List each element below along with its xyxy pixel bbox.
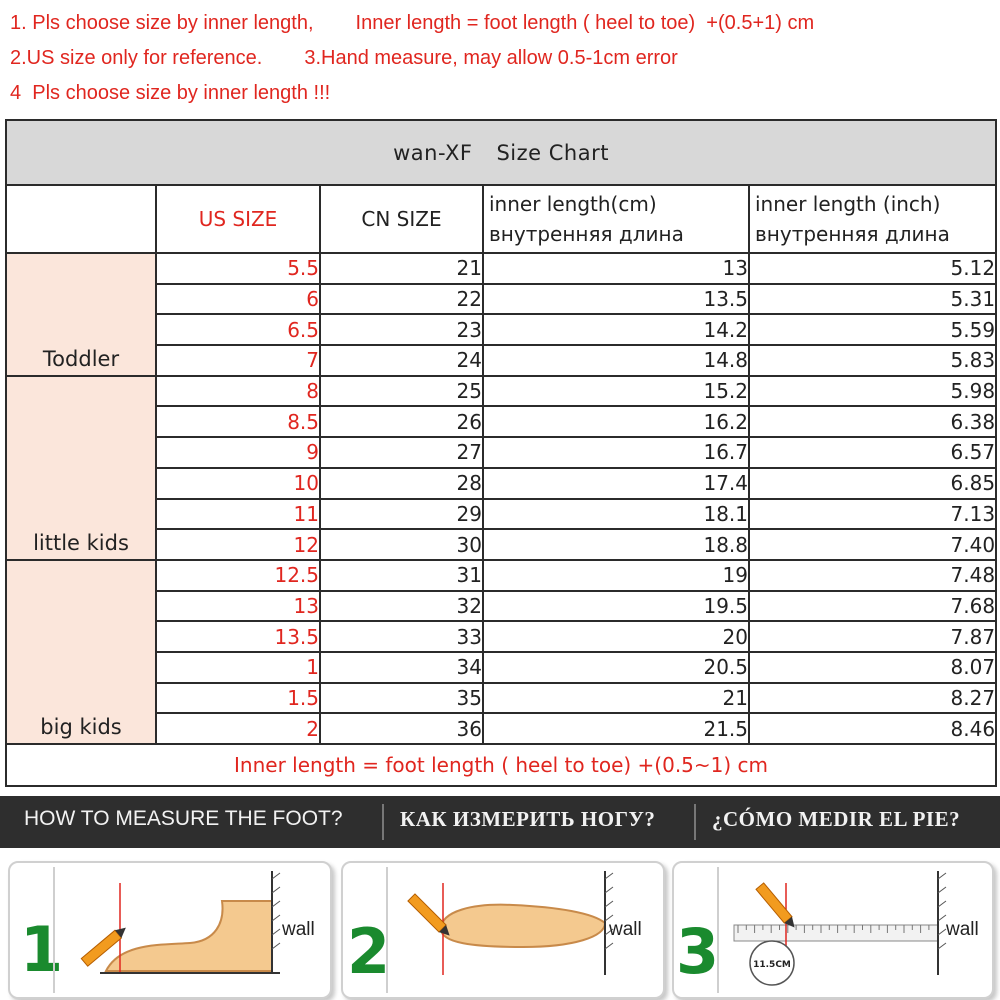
banner-title-ru: КАК ИЗМЕРИТЬ НОГУ? [400, 807, 656, 831]
inner-length-cm-cell: 19 [483, 560, 749, 591]
cn-size-cell: 36 [320, 713, 483, 744]
cn-size-cell: 22 [320, 284, 483, 315]
us-size-cell: 8 [156, 376, 320, 407]
wall-label: wall [282, 919, 315, 940]
inner-length-cm-cell: 18.1 [483, 499, 749, 530]
banner-title-es: ¿CÓMO MEDIR EL PIE? [712, 807, 961, 831]
chart-title-row [6, 120, 996, 185]
instruction-2: 2.US size only for reference. [10, 47, 263, 69]
size-chart [5, 119, 995, 787]
inner-length-inch-cell: 6.38 [749, 406, 996, 437]
us-size-cell: 9 [156, 437, 320, 468]
inner-length-cm-cell: 20.5 [483, 652, 749, 683]
cn-size-cell: 23 [320, 314, 483, 345]
foot-side-icon [106, 901, 272, 971]
chart-title-text: Size Chart [496, 140, 609, 165]
inner-length-cm-cell: 17.4 [483, 468, 749, 499]
wall-hatch-icon [272, 873, 280, 949]
cn-size-cell: 35 [320, 683, 483, 714]
inner-length-inch-cell: 8.07 [749, 652, 996, 683]
cn-size-cell: 34 [320, 652, 483, 683]
us-size-cell: 13 [156, 591, 320, 622]
instruction-line-3: 4 Pls choose size by inner length !!! [10, 82, 331, 104]
cn-size-cell: 31 [320, 560, 483, 591]
how-to-measure-banner [0, 796, 1000, 848]
instruction-line-2 [10, 47, 678, 70]
header-cm-ru: внутренняя длина [489, 222, 684, 246]
header-cn-size: CN SIZE [320, 185, 483, 253]
inner-length-cm-cell: 21 [483, 683, 749, 714]
us-size-cell: 1 [156, 652, 320, 683]
us-size-cell: 6 [156, 284, 320, 315]
header-inch-ru: внутренняя длина [755, 222, 950, 246]
inner-length-cm-cell: 20 [483, 621, 749, 652]
inner-length-inch-cell: 5.98 [749, 376, 996, 407]
header-inch-en: inner length (inch) [755, 192, 941, 216]
us-size-cell: 6.5 [156, 314, 320, 345]
instruction-1: 1. Pls choose size by inner length, [10, 12, 314, 34]
pencil-icon [756, 883, 798, 931]
chart-brand: wan-XF [393, 140, 473, 165]
chart-footer-formula: Inner length = foot length ( heel to toe) +(0.5~1) cm [6, 744, 996, 786]
step-number-1: 1 [20, 913, 64, 986]
chart-footer-row [6, 744, 996, 786]
header-blank-cell [6, 185, 156, 253]
inner-length-cm-cell: 14.8 [483, 345, 749, 376]
inner-length-cm-cell: 13 [483, 253, 749, 284]
measure-step-1 [8, 861, 332, 999]
wall-label: wall [609, 919, 642, 940]
cn-size-cell: 33 [320, 621, 483, 652]
banner-title-en: HOW TO MEASURE THE FOOT? [24, 807, 343, 830]
inner-length-inch-cell: 8.46 [749, 713, 996, 744]
instruction-1-formula: Inner length = foot length ( heel to toe) +(0.5+1) cm [355, 12, 815, 34]
chart-header-row [6, 185, 996, 253]
cn-size-cell: 29 [320, 499, 483, 530]
cn-size-cell: 28 [320, 468, 483, 499]
header-cm-en: inner length(cm) [489, 192, 657, 216]
us-size-cell: 12.5 [156, 560, 320, 591]
us-size-cell: 12 [156, 529, 320, 560]
cn-size-cell: 24 [320, 345, 483, 376]
us-size-cell: 10 [156, 468, 320, 499]
us-size-cell: 5.5 [156, 253, 320, 284]
cn-size-cell: 32 [320, 591, 483, 622]
inner-length-cm-cell: 14.2 [483, 314, 749, 345]
inner-length-cm-cell: 16.2 [483, 406, 749, 437]
header-us-size: US SIZE [156, 185, 320, 253]
inner-length-inch-cell: 5.83 [749, 345, 996, 376]
banner-divider [694, 804, 696, 840]
measure-step-3 [672, 861, 994, 999]
inner-length-inch-cell: 6.57 [749, 437, 996, 468]
instruction-line-1 [10, 12, 814, 35]
inner-length-inch-cell: 7.40 [749, 529, 996, 560]
inner-length-inch-cell: 6.85 [749, 468, 996, 499]
foot-top-icon [441, 905, 605, 947]
ruler-icon [734, 925, 938, 941]
cn-size-cell: 25 [320, 376, 483, 407]
cn-size-cell: 21 [320, 253, 483, 284]
us-size-cell: 13.5 [156, 621, 320, 652]
us-size-cell: 11 [156, 499, 320, 530]
instruction-3: 3.Hand measure, may allow 0.5-1cm error [304, 47, 678, 69]
size-chart-table [5, 119, 997, 787]
inner-length-inch-cell: 7.48 [749, 560, 996, 591]
inner-length-cm-cell: 15.2 [483, 376, 749, 407]
inner-length-cm-cell: 13.5 [483, 284, 749, 315]
age-group-label: big kids [6, 560, 156, 744]
inner-length-inch-cell: 7.13 [749, 499, 996, 530]
inner-length-cm-cell: 19.5 [483, 591, 749, 622]
inner-length-inch-cell: 8.27 [749, 683, 996, 714]
table-row [6, 560, 996, 591]
inner-length-cm-cell: 18.8 [483, 529, 749, 560]
table-row [6, 376, 996, 407]
header-inner-length-cm [483, 185, 749, 253]
measure-step-2 [341, 861, 665, 999]
inner-length-cm-cell: 21.5 [483, 713, 749, 744]
inner-length-cm-cell: 16.7 [483, 437, 749, 468]
banner-divider [382, 804, 384, 840]
step-3-illustration [674, 863, 992, 997]
age-group-label: little kids [6, 376, 156, 560]
step-number-2: 2 [347, 915, 391, 988]
inner-length-inch-cell: 5.12 [749, 253, 996, 284]
inner-length-inch-cell: 5.31 [749, 284, 996, 315]
us-size-cell: 7 [156, 345, 320, 376]
step-number-3: 3 [676, 915, 720, 988]
us-size-cell: 8.5 [156, 406, 320, 437]
header-inner-length-inch [749, 185, 996, 253]
us-size-cell: 1.5 [156, 683, 320, 714]
cn-size-cell: 30 [320, 529, 483, 560]
us-size-cell: 2 [156, 713, 320, 744]
age-group-label: Toddler [6, 253, 156, 376]
cn-size-cell: 26 [320, 406, 483, 437]
ruler-reading: 11.5CM [753, 960, 791, 970]
inner-length-inch-cell: 5.59 [749, 314, 996, 345]
table-row [6, 253, 996, 284]
cn-size-cell: 27 [320, 437, 483, 468]
inner-length-inch-cell: 7.68 [749, 591, 996, 622]
wall-hatch-icon [938, 873, 946, 949]
wall-label: wall [946, 919, 979, 940]
inner-length-inch-cell: 7.87 [749, 621, 996, 652]
chart-title [6, 120, 996, 185]
